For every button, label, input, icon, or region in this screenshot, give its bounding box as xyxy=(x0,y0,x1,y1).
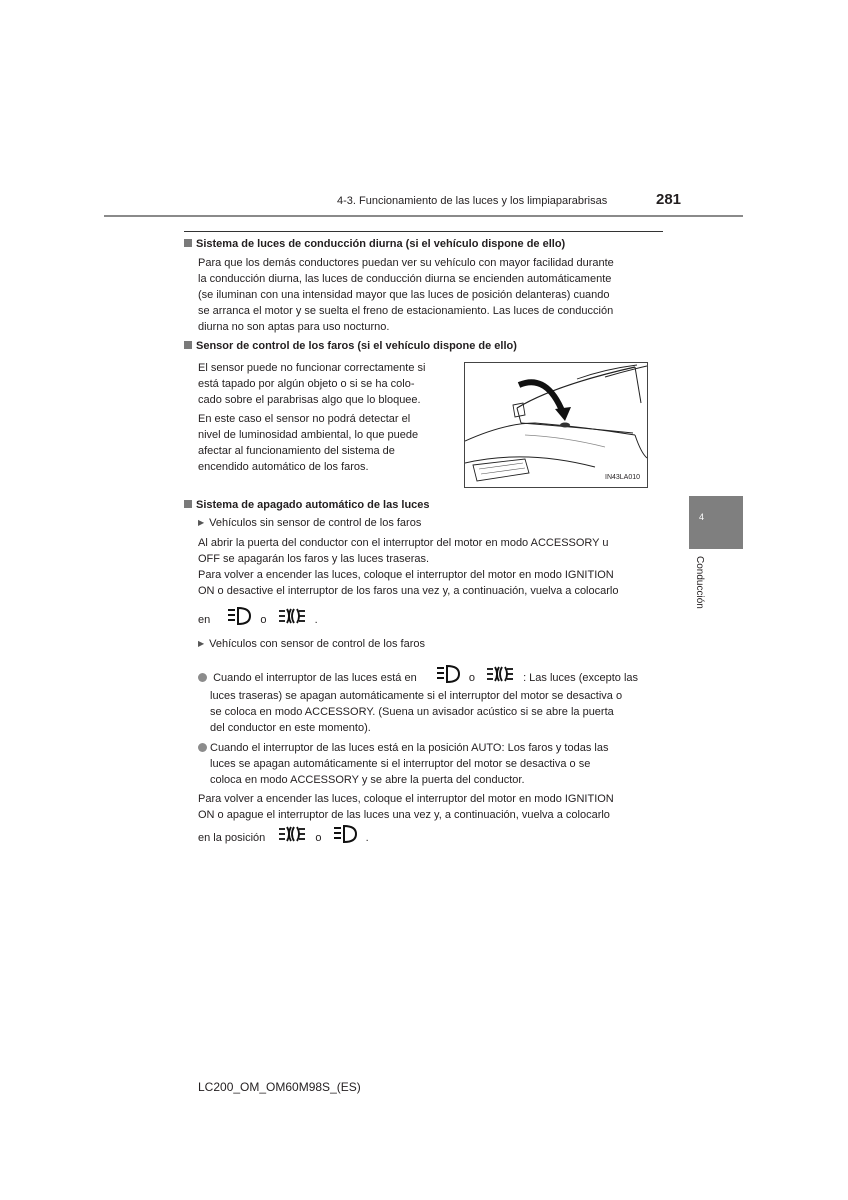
square-bullet-icon xyxy=(184,341,192,349)
section-title: 4-3. Funcionamiento de las luces y los limpiaparabrisas xyxy=(337,195,608,207)
auto-off-paragraph-2: Para volver a encender las luces, coloque el interruptor del motor en modo IGNITION ON o apague el interruptor de las luces una vez y, a continuación, vuelva a colocarlo xyxy=(198,793,614,821)
auto-off-paragraph-1-end: en o . xyxy=(198,606,318,628)
header-rule xyxy=(104,215,743,217)
windshield-sensor-illustration xyxy=(464,362,648,488)
car-windshield-drawing xyxy=(465,363,647,487)
auto-off-paragraph-2-end: en la posición o . xyxy=(198,824,369,846)
sub-heading-without-sensor: ▶ Vehículos sin sensor de control de los faros xyxy=(198,517,422,529)
sensor-heading: Sensor de control de los faros (si el vehículo dispone de ello) xyxy=(184,340,517,352)
triangle-bullet-icon: ▶ xyxy=(198,639,205,648)
document-code: LC200_OM_OM60M98S_(ES) xyxy=(198,1080,361,1094)
square-bullet-icon xyxy=(184,500,192,508)
auto-off-heading: Sistema de apagado automático de las luces xyxy=(184,499,430,511)
sensor-paragraph-2: En este caso el sensor no podrá detectar el nivel de luminosidad ambiental, lo que puede afectar al funcionamiento del sistema de encendido automático de los faros. xyxy=(198,413,419,473)
drl-paragraph: Para que los demás conductores puedan ver su vehículo con mayor facilidad durante la conducción diurna, las luces de conducción diurna se encienden automáticamente (se iluminan con una intensidad mayor que las luces de posición delanteras) cuando se arranca el motor y se suelta el freno de estacionamiento. Las luces de conducción diurna no son aptas para uso nocturno. xyxy=(198,257,614,333)
section-rule xyxy=(184,231,663,232)
headlight-icon xyxy=(227,606,251,634)
round-bullet-icon xyxy=(198,673,207,682)
page-number: 281 xyxy=(656,191,682,208)
bullet-item-1-body: luces traseras) se apagan automáticamente si el interruptor del motor se desactiva o se coloca en modo ACCESSORY. (Suena un avisador acústico si se abre la puerta del conductor en este momento). xyxy=(210,690,623,734)
drl-heading: Sistema de luces de conducción diurna (si el vehículo dispone de ello) xyxy=(184,238,565,250)
bullet-item-2: Cuando el interruptor de las luces está en la posición AUTO: Los faros y todas las luces se apagan automáticamente si el interruptor del motor se desactiva o se coloca en modo ACCESSORY y se abre la puerta del conductor. xyxy=(198,740,664,788)
triangle-bullet-icon: ▶ xyxy=(198,518,205,527)
sensor-paragraph-1: El sensor puede no funcionar correctamente si está tapado por algún objeto o si se ha colo- cado sobre el parabrisas algo que lo bloquee. xyxy=(198,362,426,406)
square-bullet-icon xyxy=(184,239,192,247)
bullet-item-1-first-line: Cuando el interruptor de las luces está en o : Las luces (excepto las xyxy=(198,664,664,686)
chapter-tab xyxy=(689,496,743,549)
auto-off-paragraph-1: Al abrir la puerta del conductor con el interruptor del motor en modo ACCESSORY u OFF se apagarán los faros y las luces traseras. Para volver a encender las luces, coloque el interruptor del motor en modo IGNITION ON o desactive el interruptor de los faros una vez y, a continuación, vuelva a colocarlo xyxy=(198,537,619,597)
sub-heading-with-sensor: ▶ Vehículos con sensor de control de los faros xyxy=(198,638,426,650)
tail-light-icon xyxy=(278,824,306,852)
figure-code: IN43LA010 xyxy=(605,474,641,481)
round-bullet-icon xyxy=(198,743,207,752)
tail-light-icon xyxy=(278,606,306,634)
chapter-label: Conducción xyxy=(694,556,705,609)
headlight-icon xyxy=(333,824,357,852)
chapter-number: 4 xyxy=(699,512,705,522)
